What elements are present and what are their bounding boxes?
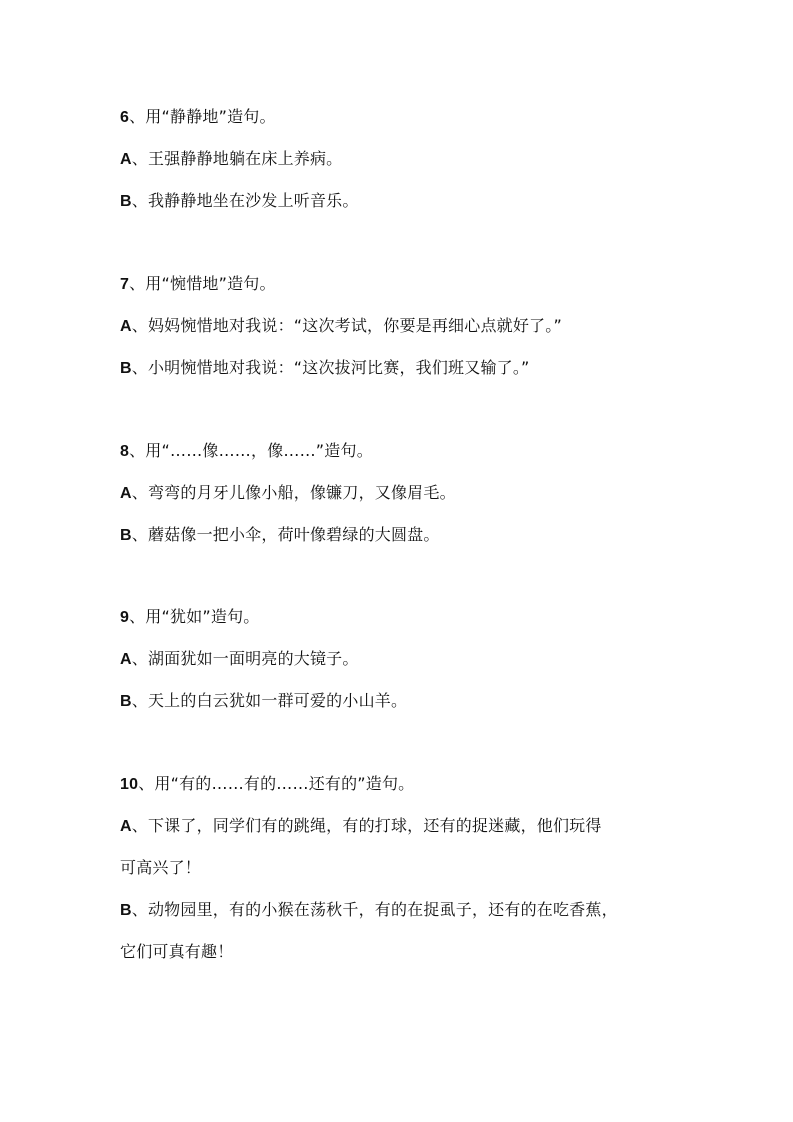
question-number: 10 <box>120 776 139 793</box>
prompt-text: 、用“惋惜地”造句。 <box>129 274 276 293</box>
question-prompt <box>120 96 690 138</box>
answer-label: A <box>120 151 132 168</box>
answer-label: B <box>120 693 132 710</box>
answer-text: 、我静静地坐在沙发上听音乐。 <box>131 191 359 210</box>
answer-a <box>120 472 690 514</box>
question-9 <box>120 596 690 722</box>
question-6 <box>120 96 690 222</box>
answer-text: 、弯弯的月牙儿像小船，像镰刀，又像眉毛。 <box>131 483 456 502</box>
answer-a <box>120 305 690 347</box>
answer-a <box>120 138 690 180</box>
answer-text-continuation: 它们可真有趣！ <box>120 942 234 961</box>
answer-a <box>120 805 690 847</box>
answer-label: A <box>120 485 132 502</box>
answer-text: 、天上的白云犹如一群可爱的小山羊。 <box>131 691 408 710</box>
question-prompt <box>120 763 690 805</box>
prompt-text: 、用“静静地”造句。 <box>129 107 276 126</box>
answer-label: A <box>120 318 132 335</box>
answer-label: B <box>120 902 132 919</box>
answer-b <box>120 889 690 931</box>
answer-a <box>120 638 690 680</box>
answer-b <box>120 180 690 222</box>
question-prompt <box>120 263 690 305</box>
answer-text: 、下课了，同学们有的跳绳，有的打球，还有的捉迷藏，他们玩得 <box>131 816 602 835</box>
answer-label: B <box>120 527 132 544</box>
answer-label: B <box>120 193 132 210</box>
answer-label: B <box>120 360 132 377</box>
answer-text-continuation: 可高兴了！ <box>120 858 202 877</box>
question-10 <box>120 763 690 973</box>
answer-label: A <box>120 651 132 668</box>
question-prompt <box>120 430 690 472</box>
answer-a-continuation <box>120 847 690 889</box>
answer-text: 、蘑菇像一把小伞，荷叶像碧绿的大圆盘。 <box>131 525 440 544</box>
answer-text: 、湖面犹如一面明亮的大镜子。 <box>131 649 359 668</box>
prompt-text: 、用“有的……有的……还有的”造句。 <box>138 774 415 793</box>
question-number: 7 <box>120 276 130 293</box>
answer-text: 、王强静静地躺在床上养病。 <box>131 149 343 168</box>
question-number: 9 <box>120 609 130 626</box>
question-number: 8 <box>120 443 130 460</box>
answer-b <box>120 514 690 556</box>
answer-text: 、动物园里，有的小猴在荡秋千，有的在捉虱子，还有的在吃香蕉， <box>131 900 618 919</box>
question-number: 6 <box>120 109 130 126</box>
answer-text: 、妈妈惋惜地对我说：“这次考试，你要是再细心点就好了。” <box>131 316 562 335</box>
question-7 <box>120 263 690 389</box>
answer-label: A <box>120 818 132 835</box>
question-prompt <box>120 596 690 638</box>
prompt-text: 、用“……像……，像……”造句。 <box>129 441 373 460</box>
question-8 <box>120 430 690 556</box>
answer-b <box>120 347 690 389</box>
answer-b-continuation <box>120 931 690 973</box>
answer-text: 、小明惋惜地对我说：“这次拔河比赛，我们班又输了。” <box>131 358 530 377</box>
answer-b <box>120 680 690 722</box>
prompt-text: 、用“犹如”造句。 <box>129 607 260 626</box>
